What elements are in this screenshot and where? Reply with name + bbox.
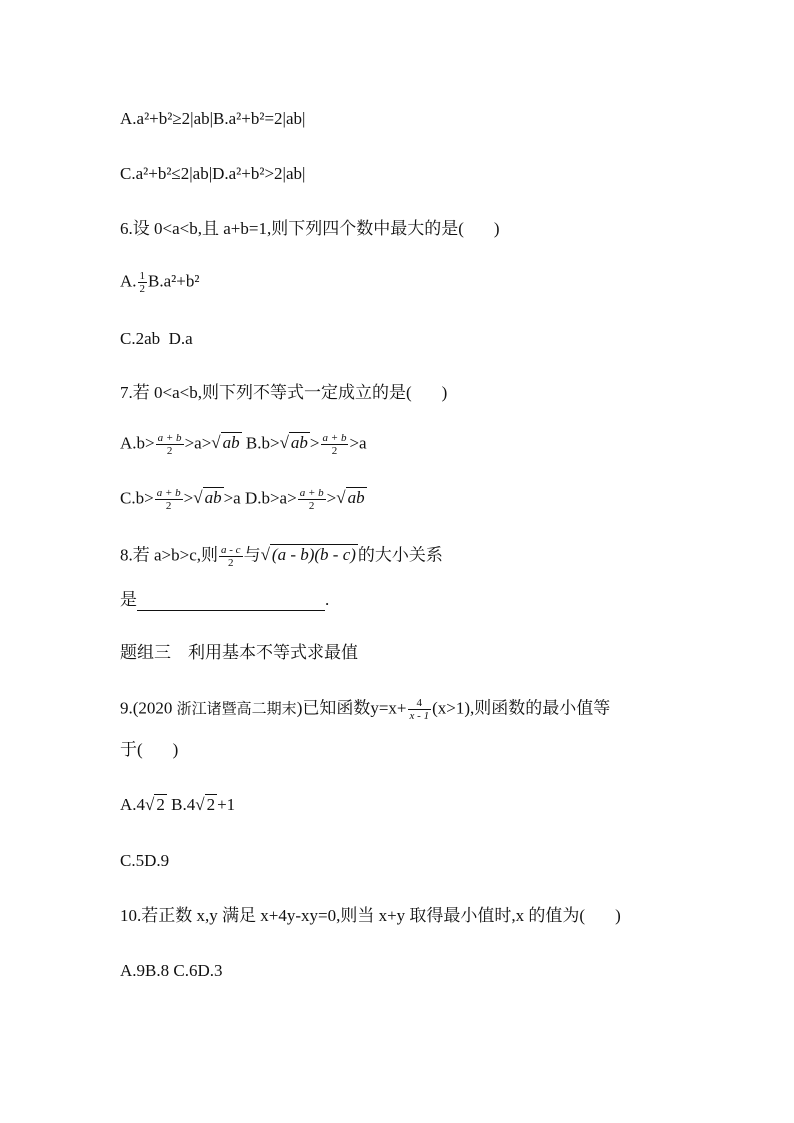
q8-stem-prefix: 8.若 a>b>c,则 [120,545,219,565]
q7-fraction [155,487,183,512]
sqrt-radicand: 2 [206,795,216,814]
q7-stem-text: 7.若 0<a<b,则下列不等式一定成立的是( [120,383,412,402]
q10-stem-text: 10.若正数 x,y 满足 x+4y-xy=0,则当 x+y 取得最小值时,x 的值为( [120,906,586,925]
q10-options: A.9B.8 C.6D.3 [120,961,223,980]
fraction-numerator: a + b [156,487,181,499]
fraction-denominator: 2 [139,283,146,295]
q7-fraction [321,432,349,457]
q6-option-a-fraction [138,270,148,295]
q5-option-d: D.a²+b²>2|ab| [212,164,306,183]
fraction-denominator: 2 [331,445,338,457]
q8-stem-suffix: 的大小关系 [357,545,443,565]
q7-options-ab: A.b> $\frac{a + b}{2}$ >a>√ ab B.b>√ ab > $\frac{a + b}{2}$ >a [120,432,367,457]
q6-option-d: D.a [168,329,193,348]
sqrt-radicand: ab [204,488,222,508]
q6-options-ab [120,270,199,295]
sqrt-radicand: (a - b)(b - c) [271,545,356,565]
q8-line2-prefix: 是 [120,590,137,609]
q9-option-b: B.4 [171,795,196,814]
q10-stem [120,905,621,927]
q5-options-cd [120,163,305,185]
q7-fraction [156,432,184,457]
q5-option-a: A.a²+b²≥2|ab| [120,109,214,128]
q8-line2-suffix: . [325,590,330,609]
sqrt-radicand: 2 [156,795,165,814]
sqrt-radicand: ab [347,488,365,508]
q9-options-cd: C.5D.9 [120,851,170,870]
q5-option-c: C.a²+b²≤2|ab| [120,164,213,183]
fraction-denominator: x - 1 [409,710,430,722]
q7-sqrt: √ ab [211,433,240,453]
q9-text2: (x>1),则函数的最小值等 [432,698,611,718]
fraction-denominator: 2 [166,445,173,457]
q7-close-paren: ) [441,383,448,402]
q9-number: 9.(2020 [120,698,173,718]
sqrt-radicand: ab [222,433,240,453]
q9-source: 浙江诸暨高二期末 [176,699,297,718]
q8-connector: 与 [243,545,261,565]
q6-stem [120,218,500,240]
fraction-numerator: 1 [139,270,146,282]
q6-stem-text: 6.设 0<a<b,且 a+b=1,则下列四个数中最大的是( [120,219,464,238]
q9-fraction [408,697,432,722]
q7-options-cd: C.b> $\frac{a + b}{2}$ >√ ab >a D.b>a> $\frac{a + b}{2}$ >√ ab [120,487,365,512]
q8-stem [120,544,443,569]
fraction-numerator: a + b [322,432,347,444]
q9-stem [120,697,610,722]
answer-blank[interactable] [137,593,325,611]
sqrt-radicand: ab [290,433,308,453]
q9-option-a-sqrt: √ 2 [145,795,165,814]
q6-option-a-label: A. [120,271,137,291]
fraction-numerator: a + b [299,487,324,499]
q8-answer-line [120,589,329,611]
q7-sqrt: √ ab [336,488,365,508]
q9-close-paren: ) [172,740,179,759]
q8-fraction [219,544,243,569]
q10-close-paren: ) [615,906,621,925]
q7-sqrt: √ ab [279,433,308,453]
section-title: 题组三 利用基本不等式求最值 [120,643,358,662]
q9-line2: 于( [120,740,143,759]
q6-close-paren: ) [493,219,500,238]
q5-option-b: B.a²+b²=2|ab| [213,109,306,128]
q7-sqrt: √ ab [193,488,222,508]
fraction-denominator: 2 [308,500,315,512]
q9-stem-line2 [120,739,178,761]
fraction-numerator: 4 [408,697,432,710]
q6-option-b: B.a²+b² [148,271,200,291]
q6-options-cd [120,328,193,350]
q9-option-b-suffix: +1 [217,795,236,814]
fraction-numerator: a + b [157,432,182,444]
q9-option-b-sqrt: √ 2 [195,795,216,814]
q8-sqrt: √ (a - b)(b - c) [260,545,356,565]
q7-stem [120,382,447,404]
q5-options-ab [120,108,305,130]
fraction-denominator: 2 [165,500,172,512]
q7-fraction [298,487,326,512]
q9-options-ab [120,794,235,816]
fraction-numerator: a - c [221,544,241,556]
q9-text1: )已知函数y=x+ [296,698,407,718]
fraction-denominator: 2 [228,557,234,569]
q9-option-a: A.4 [120,795,146,814]
q6-option-c: C.2ab [120,329,161,348]
